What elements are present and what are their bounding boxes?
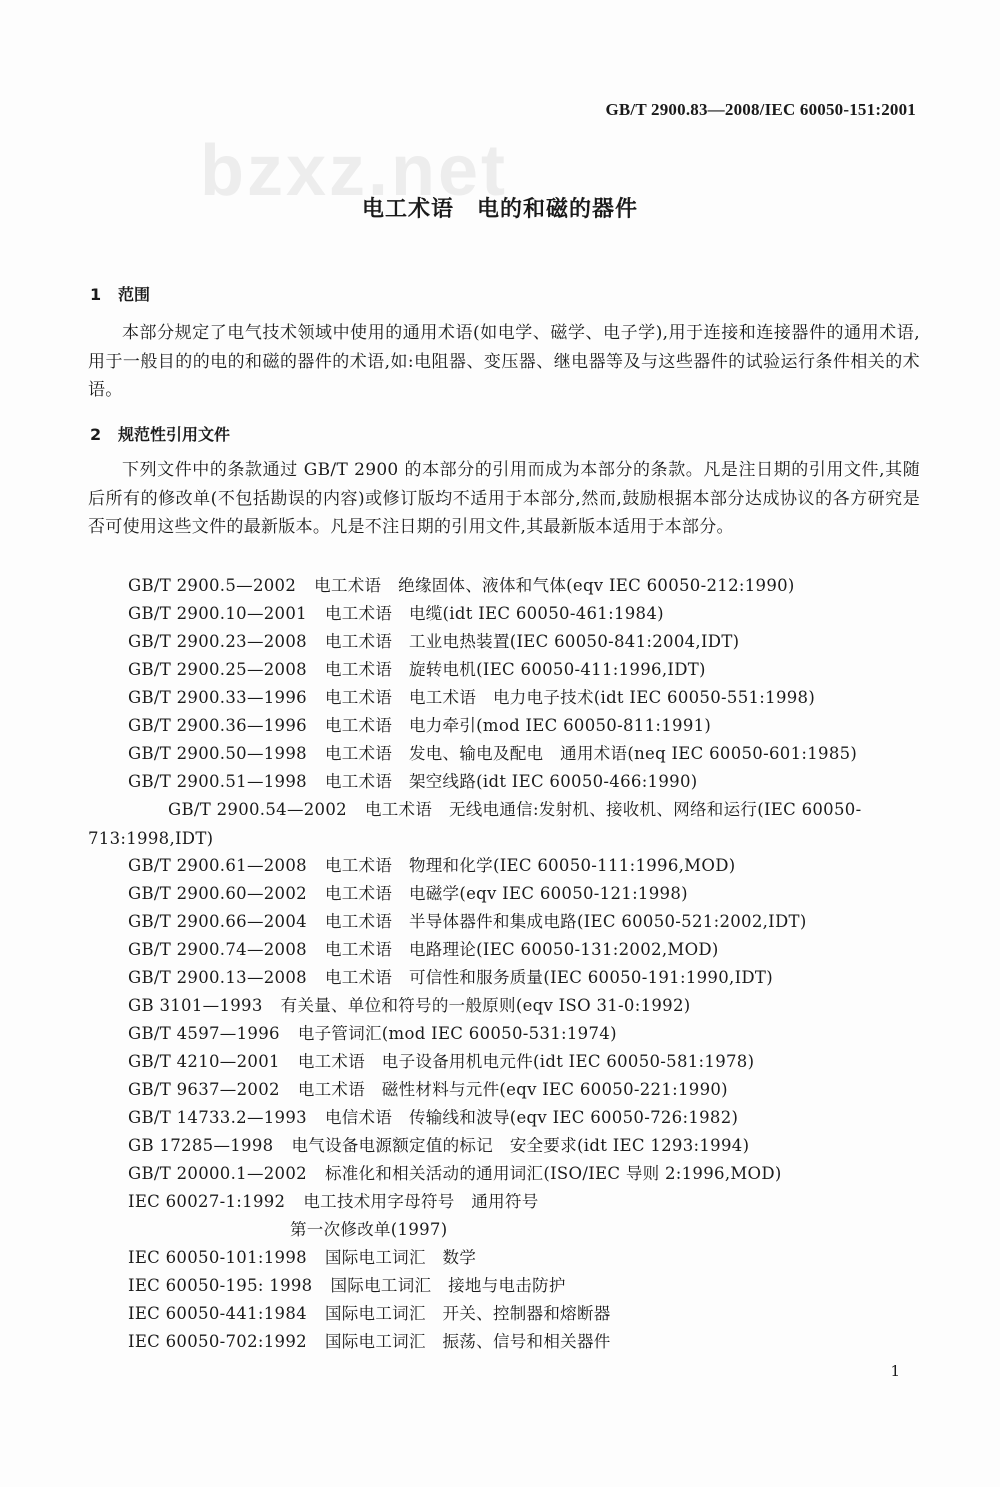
reference-title: 电工术语 电路理论(IEC 60050-131:2002,MOD): [324, 940, 719, 959]
reference-code: GB/T 2900.33—1996: [128, 688, 307, 707]
page-title: 电工术语 电的和磁的器件: [361, 197, 638, 222]
reference-item: [128, 964, 920, 988]
reference-code: GB/T 2900.51—1998: [128, 772, 307, 791]
reference-item: [128, 1244, 920, 1268]
reference-item: [128, 1104, 920, 1128]
reference-code: GB/T 2900.13—2008: [128, 968, 307, 987]
reference-title: 国际电工词汇 数学: [324, 1248, 477, 1267]
reference-code: GB/T 20000.1—2002: [128, 1164, 307, 1183]
reference-title: 电工术语 工业电热装置(IEC 60050-841:2004,IDT): [324, 632, 740, 651]
reference-code: IEC 60050-702:1992: [128, 1332, 307, 1351]
reference-code: GB/T 9637—2002: [128, 1080, 280, 1099]
reference-code: GB 3101—1993: [128, 996, 263, 1015]
reference-item-continuation: [290, 1216, 1000, 1240]
reference-title: 电工技术用字母符号 通用符号: [303, 1192, 539, 1211]
reference-title: 电工术语 电力牵引(mod IEC 60050-811:1991): [324, 716, 712, 735]
reference-item: [128, 768, 920, 792]
reference-item: [128, 936, 920, 960]
page-number: 1: [890, 1362, 900, 1380]
reference-title: 电子管词汇(mod IEC 60050-531:1974): [297, 1024, 617, 1043]
reference-title: 电工术语 半导体器件和集成电路(IEC 60050-521:2002,IDT): [324, 912, 807, 931]
section-number: 2: [90, 425, 102, 444]
reference-code: IEC 60050-195: 1998: [128, 1276, 313, 1295]
reference-code: GB/T 14733.2—1993: [128, 1108, 307, 1127]
section-heading-scope: [90, 282, 150, 305]
reference-title: 国际电工词汇 开关、控制器和熔断器: [324, 1304, 611, 1323]
reference-title: 电工术语 旋转电机(IEC 60050-411:1996,IDT): [324, 660, 706, 679]
reference-item: [128, 1132, 920, 1156]
reference-item: [128, 852, 920, 876]
reference-title: 电信术语 传输线和波导(eqv IEC 60050-726:1982): [324, 1108, 739, 1127]
reference-code: IEC 60050-101:1998: [128, 1248, 307, 1267]
reference-title: 第一次修改单(1997): [290, 1220, 448, 1239]
reference-title: 电工术语 电工术语 电力电子技术(idt IEC 60050-551:1998): [324, 688, 816, 707]
reference-item: [128, 1272, 920, 1296]
scope-paragraph: 本部分规定了电气技术领域中使用的通用术语(如电学、磁学、电子学),用于连接和连接器件的通用术语,用于一般目的的电的和磁的器件的术语,如:电阻器、变压器、继电器等及与这些器件的试验运行条件相关的术语。: [88, 323, 920, 400]
reference-item: [128, 628, 920, 652]
reference-code: IEC 60027-1:1992: [128, 1192, 286, 1211]
reference-title: 电工术语 绝缘固体、液体和气体(eqv IEC 60050-212:1990): [314, 576, 795, 595]
reference-title: 电工术语 架空线路(idt IEC 60050-466:1990): [324, 772, 698, 791]
reference-code: GB/T 2900.50—1998: [128, 744, 307, 763]
reference-title: 电气设备电源额定值的标记 安全要求(idt IEC 1293:1994): [291, 1136, 750, 1155]
reference-code: GB/T 2900.60—2002: [128, 884, 307, 903]
reference-item: [128, 600, 920, 624]
reference-item: [128, 1328, 920, 1352]
reference-item: [128, 1020, 920, 1044]
reference-code: IEC 60050-441:1984: [128, 1304, 307, 1323]
reference-item: [128, 1048, 920, 1072]
reference-item: [128, 712, 920, 736]
reference-title: 电工术语 无线电通信:发射机、接收机、网络和运行(IEC 60050-713:1998,IDT): [88, 800, 862, 848]
reference-title: 标准化和相关活动的通用词汇(ISO/IEC 导则 2:1996,MOD): [324, 1164, 782, 1183]
reference-title: 有关量、单位和符号的一般原则(eqv ISO 31-0:1992): [280, 996, 691, 1015]
reference-title: 电工术语 可信性和服务质量(IEC 60050-191:1990,IDT): [324, 968, 773, 987]
reference-code: GB/T 2900.54—2002: [168, 800, 347, 819]
reference-title: 国际电工词汇 接地与电击防护: [330, 1276, 566, 1295]
reference-code: GB/T 2900.66—2004: [128, 912, 307, 931]
reference-title: 电工术语 发电、输电及配电 通用术语(neq IEC 60050-601:1985): [324, 744, 858, 763]
watermark: bzxz.net: [200, 131, 509, 211]
reference-item: [128, 684, 920, 708]
reference-title: 国际电工词汇 振荡、信号和相关器件: [324, 1332, 611, 1351]
standard-number-header: GB/T 2900.83—2008/IEC 60050-151:2001: [605, 100, 916, 119]
section-title: 规范性引用文件: [118, 425, 231, 444]
reference-item: [128, 908, 920, 932]
reference-item: [128, 1300, 920, 1324]
reference-item: [88, 796, 920, 853]
reference-item: [128, 880, 920, 904]
reference-title: 电工术语 电磁学(eqv IEC 60050-121:1998): [324, 884, 688, 903]
reference-code: GB/T 2900.36—1996: [128, 716, 307, 735]
reference-title: 电工术语 磁性材料与元件(eqv IEC 60050-221:1990): [297, 1080, 728, 1099]
reference-code: GB/T 2900.25—2008: [128, 660, 307, 679]
reference-item: [128, 656, 920, 680]
reference-item: [128, 740, 920, 764]
reference-code: GB/T 2900.10—2001: [128, 604, 307, 623]
reference-code: GB/T 4210—2001: [128, 1052, 280, 1071]
normative-references-paragraph: 下列文件中的条款通过 GB/T 2900 的本部分的引用而成为本部分的条款。凡是注日期的引用文件,其随后所有的修改单(不包括勘误的内容)或修订版均不适用于本部分,然而,鼓励根据本部分达成协议的各方研究是否可使用这些文件的最新版本。凡是不注日期的引用文件,其最新版本适用于本部分。: [88, 460, 920, 537]
reference-title: 电工术语 电缆(idt IEC 60050-461:1984): [324, 604, 664, 623]
reference-code: GB 17285—1998: [128, 1136, 274, 1155]
section-number: 1: [90, 285, 102, 304]
reference-code: GB/T 2900.5—2002: [128, 576, 297, 595]
reference-code: GB/T 2900.74—2008: [128, 940, 307, 959]
reference-code: GB/T 2900.61—2008: [128, 856, 307, 875]
reference-title: 电工术语 物理和化学(IEC 60050-111:1996,MOD): [324, 856, 736, 875]
reference-item: [128, 1188, 920, 1212]
reference-title: 电工术语 电子设备用机电元件(idt IEC 60050-581:1978): [297, 1052, 755, 1071]
reference-item: [128, 1160, 920, 1184]
reference-code: GB/T 2900.23—2008: [128, 632, 307, 651]
section-title: 范围: [118, 285, 151, 304]
reference-item: [128, 1076, 920, 1100]
reference-item: [128, 992, 920, 1016]
reference-code: GB/T 4597—1996: [128, 1024, 280, 1043]
reference-item: [128, 572, 920, 596]
section-heading-normative-references: [90, 422, 230, 445]
